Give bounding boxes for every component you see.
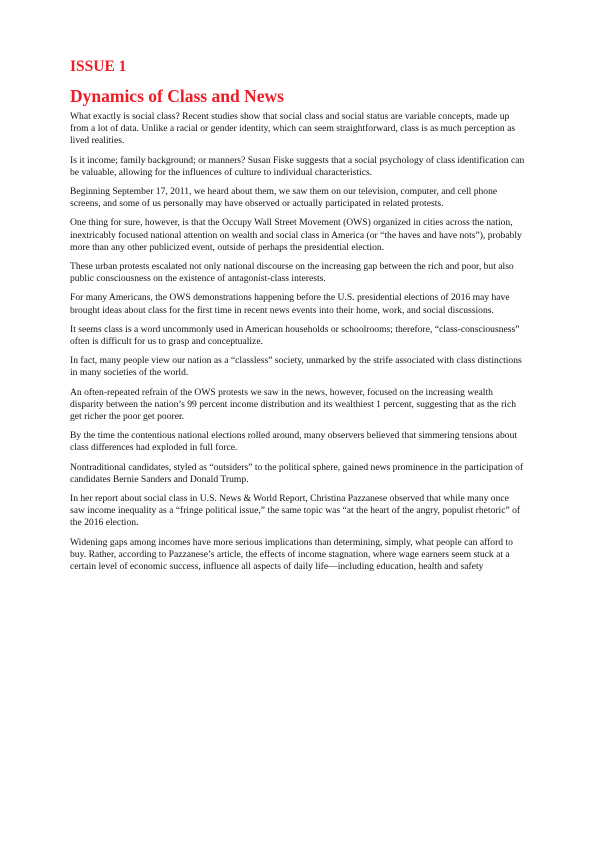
paragraph: These urban protests escalated not only national discourse on the increasing gap between the rich and poor, but also public consciousness on the existence of antagonist-class interests. [70, 261, 514, 285]
issue-label: ISSUE 1 [70, 58, 127, 75]
article-title: Dynamics of Class and News [70, 86, 284, 106]
paragraph: An often-repeated refrain of the OWS protests we saw in the news, however, focused on the increasing wealth disparity between the nation’s 99 percent income distribution and its wealthiest 1 percent, suggesting that as the rich get richer the poor get poorer. [70, 386, 516, 423]
paragraph: It seems class is a word uncommonly used in American households or schoolrooms; therefore, “class-consciousness” often is difficult for us to grasp and conceptualize. [70, 323, 520, 348]
paragraph: Is it income; family background; or manners? Susan Fiske suggests that a social psychology of class identification can be valuable, allowing for the influences of culture to individual characteristics. [70, 154, 525, 178]
paragraph: In fact, many people view our nation as a “classless” society, unmarked by the strife associated with class distinctions in many societies of the world. [70, 355, 522, 379]
paragraph: For many Americans, the OWS demonstrations happening before the U.S. presidential elections of 2016 may have brought ideas about class for the first time in recent news events into their home, work, and social discussions. [70, 292, 510, 316]
document-page [70, 56, 526, 580]
paragraph: In her report about social class in U.S. News & World Report, Christina Pazzanese observed that while many once saw income inequality as a “fringe political issue,” the same topic was “at the heart of the angry, populist rhetoric” of the 2016 election. [70, 493, 521, 529]
paragraph: By the time the contentious national elections rolled around, many observers believed that simmering tensions about class differences had exploded in full force. [70, 430, 518, 454]
article-body [70, 111, 526, 573]
paragraph: One thing for sure, however, is that the Occupy Wall Street Movement (OWS) organized in cities across the nation, inextricably focused national attention on wealth and social class in America (or “the haves and have nots”), probably more than any other publicized event, outside of perhaps the presidential election. [70, 217, 522, 253]
paragraph: Beginning September 17, 2011, we heard about them, we saw them on our television, computer, and cell phone screens, and some of us personally may have observed or actually participated in related protests. [70, 186, 498, 210]
paragraph: Nontraditional candidates, styled as “outsiders” to the political sphere, gained news prominence in the participation of candidates Bernie Sanders and Donald Trump. [70, 461, 524, 485]
paragraph: Widening gaps among incomes have more serious implications than determining, simply, what people can afford to buy. Rather, according to Pazzanese’s article, the effects of income stagnation, where wage earners seem stuck at a certain level of economic success, influence all aspects of daily life—including education, health and safety [70, 536, 513, 573]
paragraph: What exactly is social class? Recent studies show that social class and social status are variable concepts, made up from a lot of data. Unlike a racial or gender identity, which can seem straightforward, class is as much perception as lived realities. [70, 111, 516, 147]
